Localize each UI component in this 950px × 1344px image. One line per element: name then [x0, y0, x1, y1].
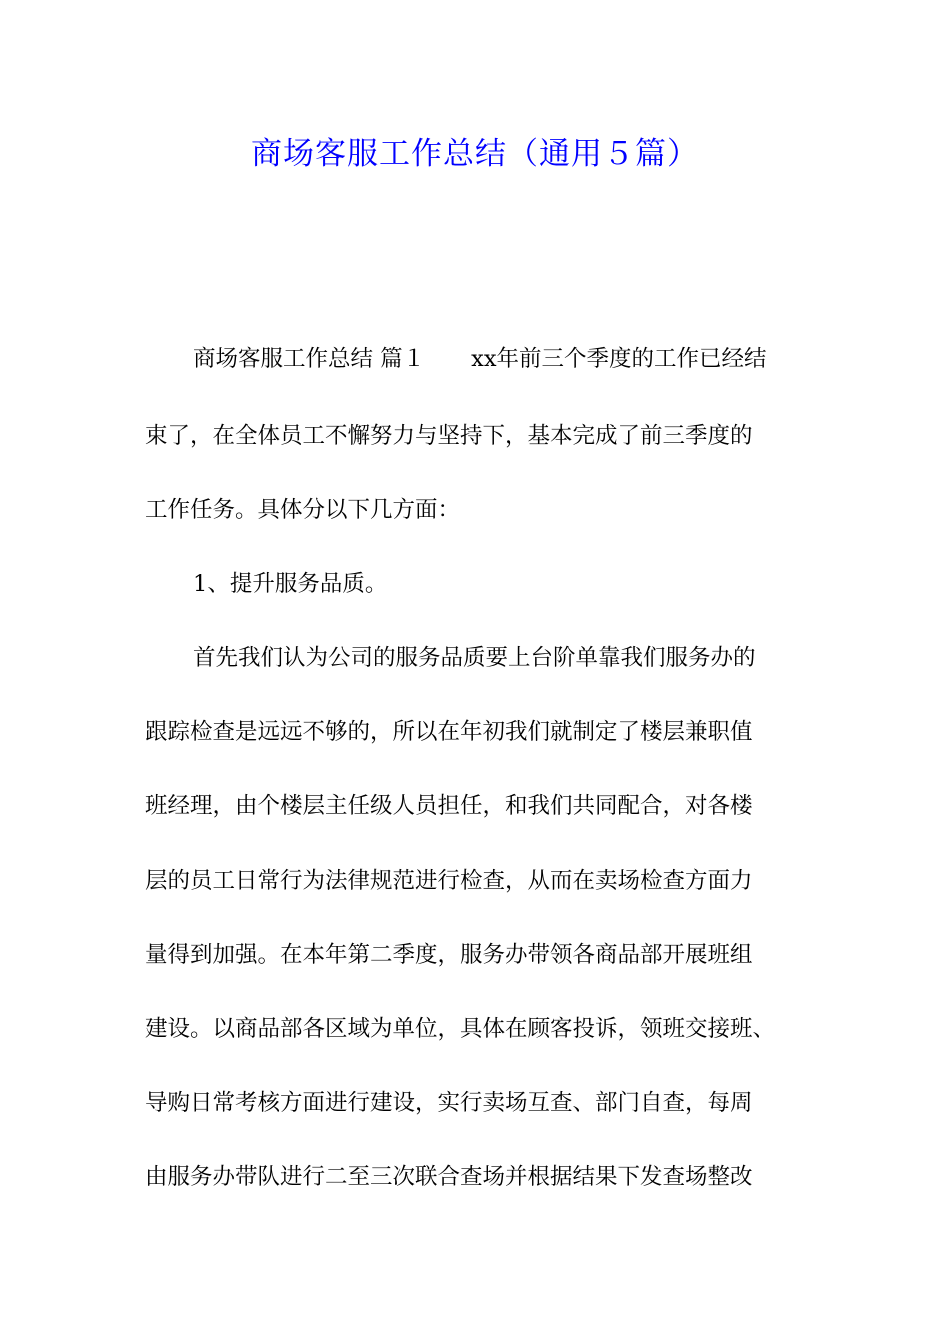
paragraph-line: 层的员工日常行为法律规范进行检查，从而在卖场检查方面力 [145, 868, 753, 894]
paragraph-text: xx年前三个季度的工作已经结 [471, 346, 767, 372]
paragraph-line: 束了，在全体员工不懈努力与坚持下，基本完成了前三季度的 [145, 423, 753, 449]
paragraph-line: 工作任务。具体分以下几方面： [145, 497, 461, 523]
paragraph-line: 导购日常考核方面进行建设，实行卖场互查、部门自查，每周 [145, 1090, 753, 1116]
paragraph-line: 首先我们认为公司的服务品质要上台阶单靠我们服务办的 [193, 645, 756, 671]
list-item-heading: 1、提升服务品质。 [193, 571, 388, 597]
paragraph-line: 建设。以商品部各区域为单位，具体在顾客投诉，领班交接班、 [145, 1016, 776, 1042]
paragraph-line: 跟踪检查是远远不够的，所以在年初我们就制定了楼层兼职值 [145, 719, 753, 745]
paragraph-line: 班经理，由个楼层主任级人员担任，和我们共同配合，对各楼 [145, 793, 753, 819]
section-heading: 商场客服工作总结 篇１ [193, 346, 426, 372]
document-title: 商场客服工作总结（通用５篇） [251, 136, 699, 172]
paragraph-line [193, 344, 767, 374]
paragraph-line: 由服务办带队进行二至三次联合查场并根据结果下发查场整改 [145, 1164, 753, 1190]
paragraph-line: 量得到加强。在本年第二季度，服务办带领各商品部开展班组 [145, 942, 753, 968]
